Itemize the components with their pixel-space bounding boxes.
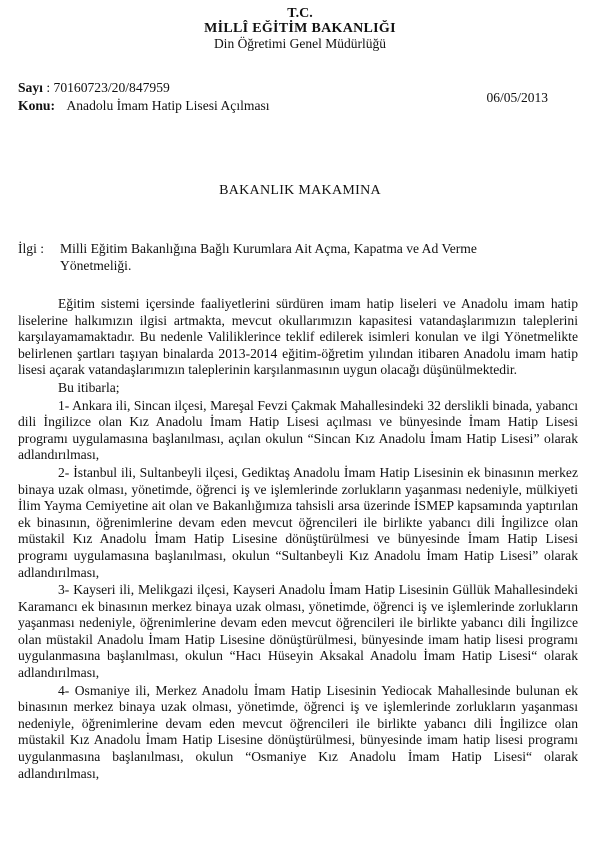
ilgi-label: İlgi :	[18, 241, 45, 256]
ilgi-line-1: Milli Eğitim Bakanlığına Bağlı Kurumlara Ait Açma, Kapatma ve Ad Verme	[60, 241, 477, 256]
list-item-kayseri: 3- Kayseri ili, Melikgazi ilçesi, Kayseri Anadolu İmam Hatip Lisesinin Güllük Mahallesindeki Karamancı ek binasının merkez binaya uzak olması, yönetimde, öğrenci iş ve işlemlerinde zorlukların yaşanması nedeniyle, öğrenimlerine devam eden mevcut öğrencileri ile birlikte yabancı dili İngilizce olan müstakil Anadolu İmam Hatip Lisesine dönüştürülmesi, bünyesinde imam hatip lisesi programı uygulanmasına başlanılması, okulun “Hacı Hüseyin Aksakal Anadolu İmam Hatip Lisesi“ olarak adlandırılması,	[18, 582, 578, 681]
addressee: BAKANLIK MAKAMINA	[219, 183, 381, 198]
body-paragraph-bu-itibarla: Bu itibarla;	[58, 379, 120, 395]
konu-label: Konu:	[18, 98, 56, 113]
list-item-istanbul: 2- İstanbul ili, Sultanbeyli ilçesi, Gediktaş Anadolu İmam Hatip Lisesinin ek binasının merkez binaya uzak olması, yönetimde, öğrenci iş ve işlemlerinde zorlukların yaşanması nedeniyle, mülkiyeti İlim Yayma Cemiyetine ait olan ve Bakanlığımıza tahsisli arsa üzerinde İSMEP kapsamında yaptırılan ek binasının, öğrenimlerine devam eden mevcut öğrencileri ile birlikte yabancı dili İngilizce olan müstakil Kız Anadolu İmam Hatip Lisesine dönüştürülmesi ve bünyesinde İmam Hatip Lisesi programı uygulamasına başlanılması, okulun “Sultanbeyli Kız Anadolu İmam Hatip Lisesi” olarak adlandırılması,	[18, 464, 578, 580]
ilgi-section	[18, 240, 578, 274]
document-date: 06/05/2013	[486, 90, 548, 105]
department-name: Din Öğretimi Genel Müdürlüğü	[213, 36, 387, 51]
letter-body	[18, 296, 578, 783]
letterhead	[0, 6, 600, 51]
sayi-value: : 70160723/20/847959	[46, 80, 170, 95]
ministry-name: MİLLÎ EĞİTİM BAKANLIĞI	[204, 21, 396, 36]
konu-value: Anadolu İmam Hatip Lisesi Açılması	[66, 98, 270, 113]
letterhead-tc: T.C.	[287, 6, 313, 21]
list-item-ankara: 1- Ankara ili, Sincan ilçesi, Mareşal Fevzi Çakmak Mahallesindeki 32 derslikli binada, yabancı dili İngilizce olan Kız Anadolu İmam Hatip Lisesi açılması ve bünyesinde İmam Hatip Lisesi programı uygulamasına başlanılması, açılan okulun “Sincan Kız Anadolu İmam Hatip Lisesi” olarak adlandırılması,	[18, 397, 578, 463]
body-paragraph-intro: Eğitim sistemi içersinde faaliyetlerini sürdüren imam hatip liseleri ve Anadolu imam hatip liselerine halkımızın ilgisi artmakta, mevcut okullarımızın kapasitesi vatandaşlarımızın taleplerini karşılayamamaktadır. Bu nedenle Valiliklerince teklif edilerek isimleri konulan ve ilgi Yönetmelikte belirlenen şartları taşıyan binalarda 2013-2014 eğitim-öğretim yılından itibaren Anadolu imam hatip lisesi açarak vatandaşlarımızın taleplerinin karşılanmasının uygun olacağı düşünülmektedir.	[18, 296, 578, 378]
sayi-label: Sayı	[18, 80, 43, 95]
ilgi-line-2: Yönetmeliği.	[60, 258, 132, 273]
list-item-osmaniye: 4- Osmaniye ili, Merkez Anadolu İmam Hatip Lisesinin Yediocak Mahallesinde bulunan ek binasının merkez binaya uzak olması, yönetimde, öğrenci iş ve işlemlerinde zorlukların yaşanması nedeniyle, öğrenimlerine devam eden mevcut öğrencileri ile birlikte yabancı dili İngilizce olan müstakil Kız Anadolu İmam Hatip Lisesine dönüştürülmesi, bünyesinde imam hatip lisesi programı uygulanmasına başlanılması, okulun “Osmaniye Kız Anadolu İmam Hatip Lisesi“ olarak adlandırılması,	[18, 682, 578, 781]
